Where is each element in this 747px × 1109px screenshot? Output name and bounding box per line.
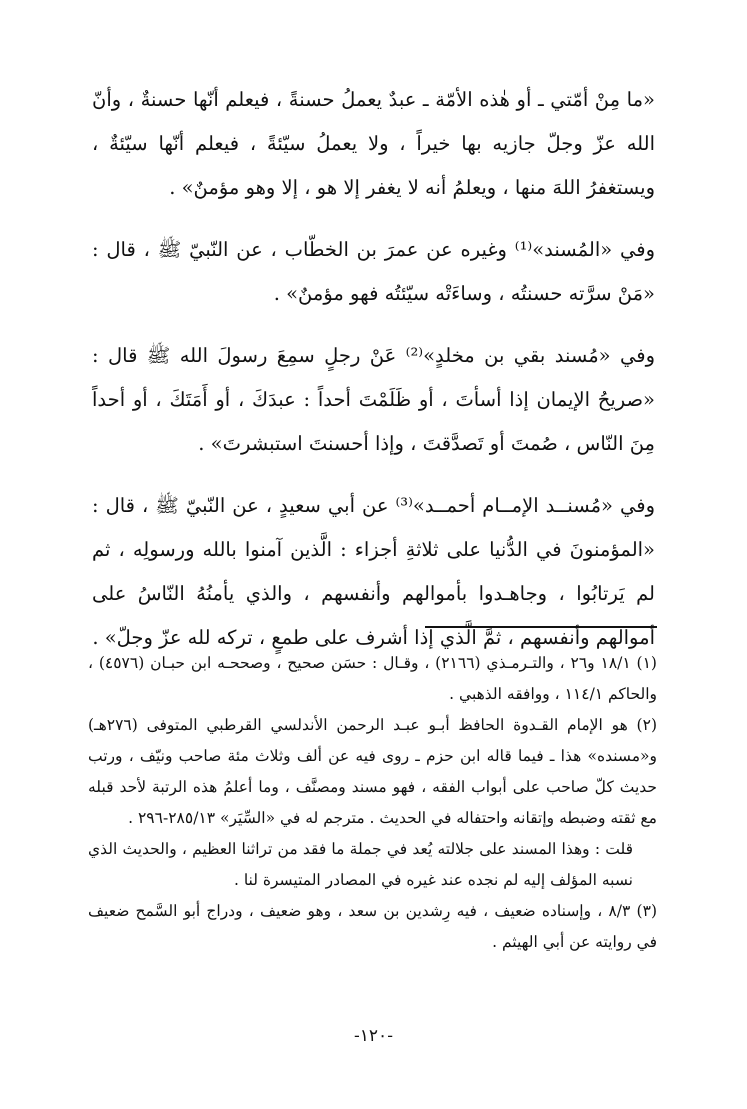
body-paragraph-4: وفي «مُسنــد الإمــام أحمــد»⁽³⁾ عن أبي سعيدٍ ، عن النّبيّ ﷺ ، قال : «المؤمنونَ في الدُّنيا على ثلاثةِ أجزاء : الَّذين آمنوا بالله ورسولِه ، ثم لم يَرتابُوا ، وجاهـدوا بأموالهم وأنفسهم ، والذي يأمنُهُ النّاسُ على أموالهم وأنفسهم ، ثمَّ الَّذي إذا أشرف على طمعٍ ، تركه لله عزّ وجلّ» . bbox=[92, 494, 655, 649]
footnotes-section bbox=[88, 648, 657, 958]
main-text bbox=[92, 78, 655, 660]
footnote-3: (٣) ٨/٣ ، وإسناده ضعيف ، فيه رِشدين بن سعد ، وهو ضعيف ، ودراج أبو السَّمح ضعيف في روايته عن أبي الهيثم . bbox=[88, 902, 657, 951]
body-paragraph-1: «ما مِنْ أمّتي ـ أو هٰذه الأمّة ـ عبدٌ يعملُ حسنةً ، فيعلم أنّها حسنةٌ ، وأنّ الله عزّ وجلّ جازيه بها خيراً ، ولا يعملُ سيّئةً ، فيعلم أنّها سيّئةٌ ، ويستغفرُ اللهَ منها ، ويعلمُ أنه لا يغفر إلا هو ، إلا وهو مؤمنٌ» . bbox=[92, 88, 655, 199]
footnote-2-remark: قلت : وهذا المسند على جلالته يُعد في جملة ما فقد من تراثنا العظيم ، والحديث الذي نسبه المؤلف إليه لم نجده عند غيره في المصادر المتيسرة لنا . bbox=[88, 840, 633, 889]
body-paragraph-3: وفي «مُسند بقي بن مخلدٍ»⁽²⁾ عَنْ رجلٍ سمِعَ رسولَ الله ﷺ قال : «صريحُ الإيمان إذا أسأتَ ، أو ظَلَمْتَ أحداً : عبدَكَ ، أو أَمَتَكَ ، أو أحداً مِنَ النّاس ، صُمتَ أو تَصدَّقتَ ، وإذا أحسنتَ استبشرتَ» . bbox=[92, 344, 655, 455]
page-number: -١٢٠- bbox=[354, 1026, 393, 1046]
footnote-2: (٢) هو الإمام القـدوة الحافظ أبـو عبـد الرحمن الأندلسي القرطبي المتوفى (٢٧٦هـ) و«مسنده» هذا ـ فيما قاله ابن حزم ـ روى فيه عن ألف وثلاث مئة صاحب ونيّف ، ورتب حديث كلّ صاحب على أبواب الفقه ، فهو مسند ومصنَّف ، وما أعلمُ هذه الرتبة لأحد قبله مع ثقته وضبطه وإتقانه واحتفاله في الحديث . مترجم له في «السِّيَر» ٢٨٥/١٣-٢٩٦ . bbox=[88, 716, 657, 827]
body-paragraph-2: وفي «المُسند»⁽¹⁾ وغيره عن عمرَ بن الخطّاب ، عن النّبيّ ﷺ ، قال : «مَنْ سرَّته حسنتُه ، وساءَتْه سيّئتُه فهو مؤمنٌ» . bbox=[92, 238, 655, 305]
footnote-1: (١) ١٨/١ و٢٦ ، والتـرمـذي (٢١٦٦) ، وقـال : حسَن صحيح ، وصححـه ابن حبـان (٤٥٧٦) ، والحاكم ١١٤/١ ، ووافقه الذهبي . bbox=[88, 654, 657, 703]
footnote-separator bbox=[425, 626, 657, 628]
